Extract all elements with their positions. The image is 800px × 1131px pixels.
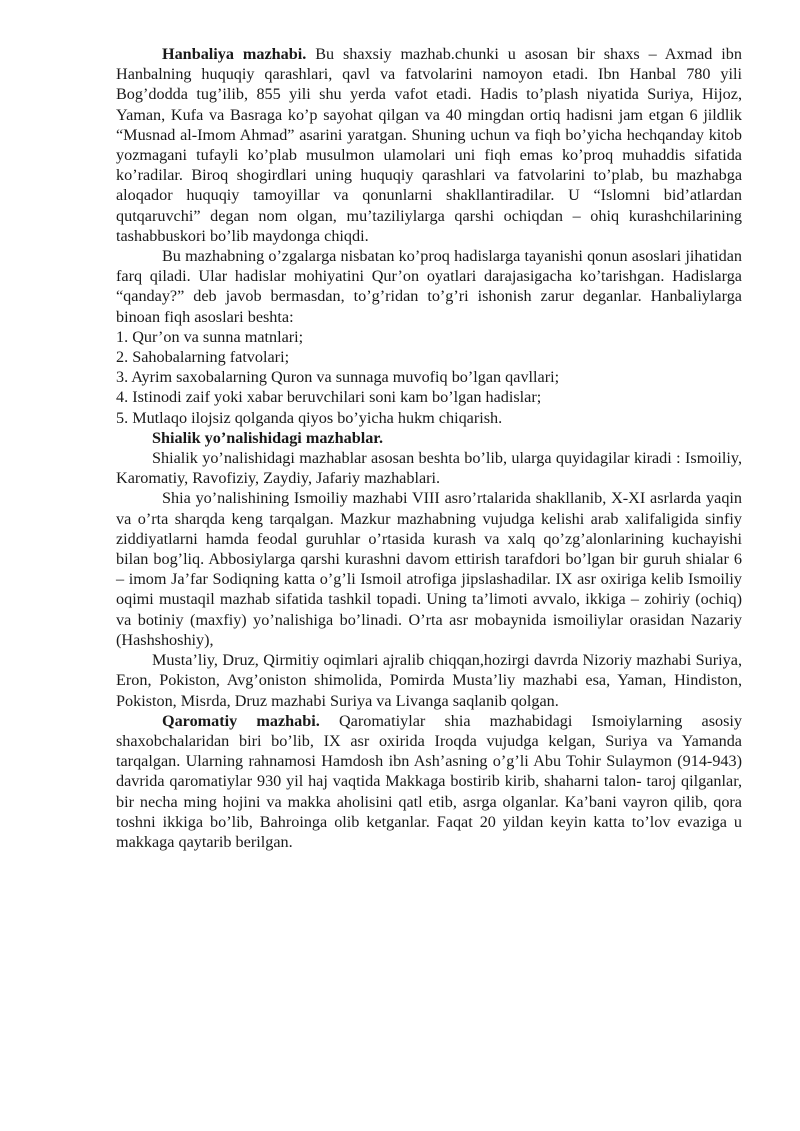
paragraph-hadith-reliance: Bu mazhabning o’zgalarga nisbatan ko’proq hadislarga tayanishi qonun asoslari jihatidan farq qiladi. Ular hadislar mohiyatini Qur’on oyatlari darajasigacha ko’tarishgan. Hadislarga “qanday?” deb javob bermasdan, to’g’ridan to’g’ri ishonish zarur deganlar. Hanbaliylarga binoan fiqh asoslari beshta: — [116, 247, 742, 326]
paragraph-body-hanbaliya: Bu shaxsiy mazhab.chunki u asosan bir shaxs – Axmad ibn Hanbalning huquqiy qarashlari, qavl va fatvolarini namoyon etadi. Ibn Hanbal 780 yili Bog’dodda tug’ilib, 855 yili shu yerda vafot etadi. Hadis to’plash niyatida Suriya, Hijoz, Yaman, Kufa va Basraga ko’p sayohat qilgan va 40 mingdan ortiq hadisni jam etgan 6 jildlik “Musnad al-Imom Ahmad” asarini yaratgan. Shuning uchun va fiqh bo’yicha hechqanday kitob yozmagani tufayli ko’plab musulmon ulamolari uni fiqh emas ko’proq muhaddis sifatida ko’radilar. Biroq shogirdlari uning huquqiy qarashlari va fatvolarini to’plab, bu mazhabga aloqador huquqiy tamoyillar va qonunlarni shakllantiradilar. U “Islomni bid’atlardan qutqaruvchi” degan nom olgan, mu’taziliylarga qarshi ochiqdan – ohiq kurashchilarining tashabbuskori bo’lib maydonga chiqdi. — [116, 45, 742, 245]
list-item: 5. Mutlaqo ilojsiz qolganda qiyos bo’yicha hukm chiqarish. — [116, 408, 503, 427]
fiqh-sources-list — [116, 327, 742, 428]
list-item: 1. Qur’on va sunna matnlari; — [116, 327, 304, 346]
list-item: 2. Sahobalarning fatvolari; — [116, 348, 290, 367]
paragraph-title-hanbaliya: Hanbaliya mazhabi. — [162, 45, 307, 63]
section-heading-shia: Shialik yo’nalishidagi mazhablar. — [152, 428, 384, 447]
paragraph-ismoiliy: Shia yo’nalishining Ismoiliy mazhabi VIII asro’rtalarida shakllanib, X-XI asrlarda yaqin va o’rta sharqda keng tarqalgan. Mazkur mazhabning vujudga kelishi arab xalifaligida sinfiy ziddiyatlarni hamda feodal guruhlar o’rtasida kurash va xalq qo’zg’alonlarining kuchayishi bilan bog’liq. Abbosiylarga qarshi kurashni davom ettirish tarafdori bo’lgan bir guruh shialar 6 – imom Ja’far Sodiqning katta o’g’li Ismoil atrofiga jipslashadilar. IX asr oxiriga kelib Ismoiliy oqimi mustaqil mazhab sifatida tashkil topadi. Uning ta’limoti avvalo, ikkiga – zohiriy (ochiq) va botiniy (maxfiy) yo’nalishiga bo’linadi. O’rta asr mobaynida ismoiliylar orasidan Nazariy (Hashshoshiy), — [116, 489, 742, 649]
document-page — [116, 44, 742, 852]
paragraph-body-qaromatiy: Qaromatiylar shia mazhabidagi Ismoiylarning asosiy shaxobchalaridan biri bo’lib, IX asr oxirida Iroqda vujudga kelgan, Suriya va Yamanda tarqalgan. Ularning rahnamosi Hamdosh ibn Ash’asning o’g’li Abu Tohir Sulaymon (914-943) davrida qaromatiylar 930 yil haj vaqtida Makkaga bostirib kirib, shaharni talon- taroj qilganlar, bir necha ming hojini va makka aholisini qatl etib, asrga olganlar. Ka’bani vayron qilib, qora toshni ikkiga bo’lib, Bahroinga olib ketganlar. Faqat 20 yildan keyin katta to’lov evaziga u makkaga qaytarib berilgan. — [116, 711, 743, 851]
paragraph-qaromatiy — [116, 711, 742, 852]
list-item: 3. Ayrim saxobalarning Quron va sunnaga muvofiq bo’lgan qavllari; — [116, 368, 560, 387]
paragraph-hanbaliya — [116, 44, 742, 246]
paragraph-ismoiliy-branches: Musta’liy, Druz, Qirmitiy oqimlari ajralib chiqqan,hozirgi davrda Nizoriy mazhabi Suriya, Eron, Pokiston, Avg’oniston shimolida, Pomirda Musta’liy mazhabi esa, Yaman, Hindiston, Pokiston, Misrda, Druz mazhabi Suriya va Livanga saqlanib qolgan. — [116, 651, 742, 710]
list-item: 4. Istinodi zaif yoki xabar beruvchilari soni kam bo’lgan hadislar; — [116, 388, 542, 407]
paragraph-shia-intro: Shialik yo’nalishidagi mazhablar asosan beshta bo’lib, ularga quyidagilar kiradi : Ismoiliy, Karomatiy, Ravofiziy, Zaydiy, Jafariy mazhablari. — [116, 449, 742, 488]
paragraph-title-qaromatiy: Qaromatiy mazhabi. — [162, 711, 320, 730]
